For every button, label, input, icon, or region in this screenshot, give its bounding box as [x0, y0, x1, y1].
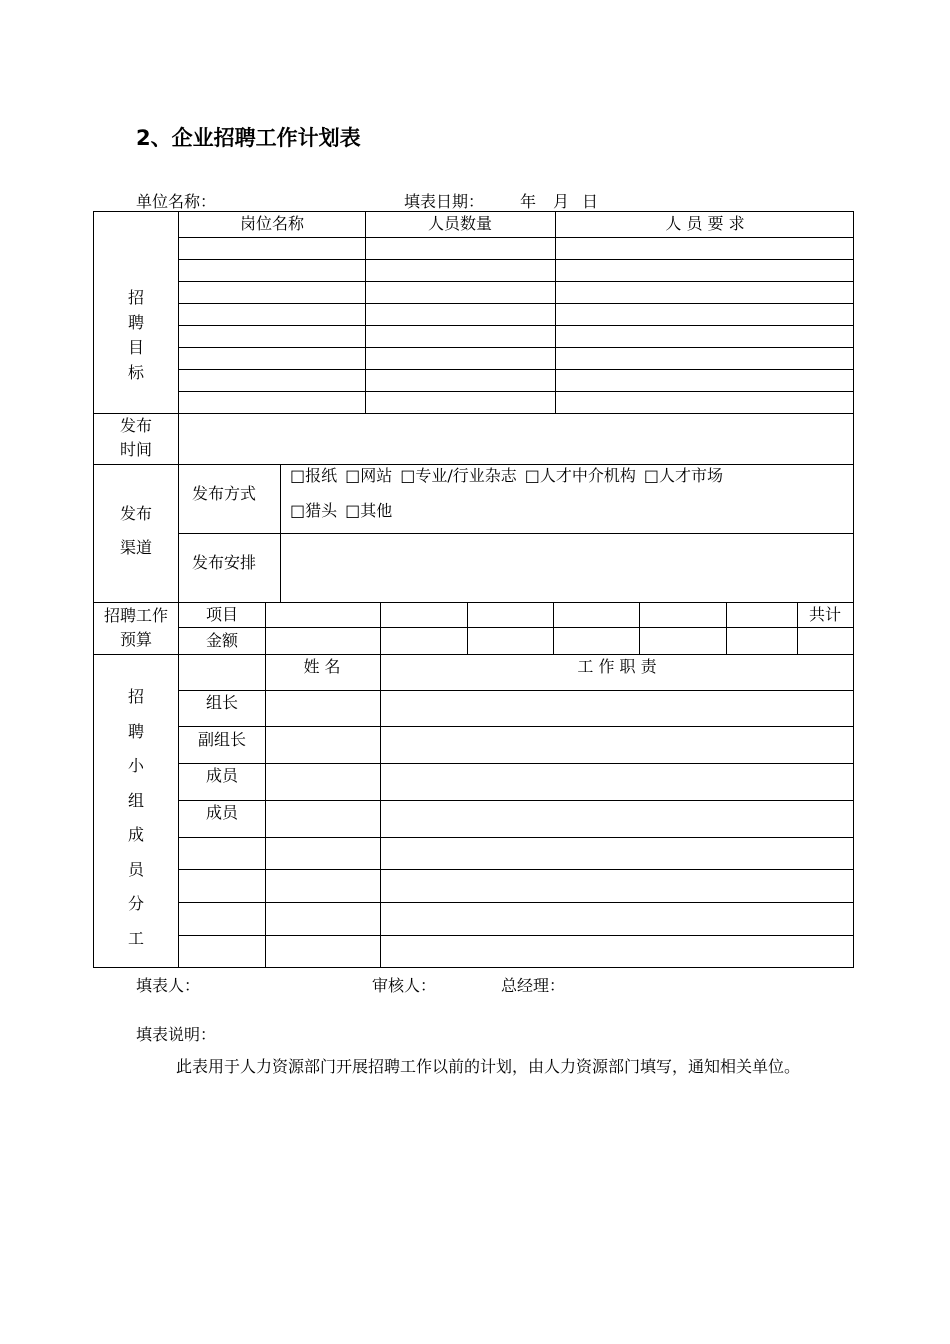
filler-label: 填表人： — [136, 976, 201, 995]
publish-method-options-line1 — [290, 468, 731, 484]
unit-name-label: 单位名称： — [136, 192, 217, 211]
option-website[interactable]: □网站 — [345, 466, 393, 485]
notes-heading: 填表说明： — [136, 1025, 217, 1044]
notes-body: 此表用于人力资源部门开展招聘工作以前的计划，由人力资源部门填写，通知相关单位。 — [176, 1057, 801, 1076]
option-newspaper[interactable]: □报纸 — [290, 466, 338, 485]
general-manager-label: 总经理： — [501, 976, 566, 995]
header-requirements: 人 员 要 求 — [665, 214, 745, 233]
publish-channel-label: 发布渠道 — [119, 504, 152, 557]
role-leader: 组长 — [205, 693, 239, 712]
reviewer-label: 审核人： — [372, 976, 437, 995]
recruit-target-label: 招聘目标 — [127, 288, 144, 382]
budget-total-label: 共计 — [808, 605, 842, 624]
table-border — [94, 212, 854, 968]
team-duty-header: 工 作 职 责 — [577, 657, 657, 676]
option-trade-magazine[interactable]: □专业/行业杂志 — [400, 466, 517, 485]
role-deputy-leader: 副组长 — [197, 730, 247, 749]
budget-item-label: 项目 — [205, 605, 239, 624]
page-title: 2、企业招聘工作计划表 — [136, 126, 361, 150]
day-label: 日 — [582, 192, 599, 211]
fill-date-label: 填表日期： — [404, 192, 485, 211]
option-other[interactable]: □其他 — [345, 501, 393, 520]
publish-time-label: 发布时间 — [119, 416, 152, 459]
option-headhunter[interactable]: □猎头 — [290, 501, 338, 520]
header-headcount: 人员数量 — [427, 214, 493, 233]
publish-method-label: 发布方式 — [192, 484, 257, 503]
publish-arrangement-label: 发布安排 — [192, 553, 257, 572]
option-talent-agency[interactable]: □人才中介机构 — [524, 466, 636, 485]
recruit-team-label: 招聘小组成员分工 — [127, 687, 144, 948]
role-member-1: 成员 — [205, 766, 239, 785]
header-position-name: 岗位名称 — [239, 214, 305, 233]
option-talent-market[interactable]: □人才市场 — [643, 466, 724, 485]
year-label: 年 — [520, 192, 537, 211]
role-member-2: 成员 — [205, 803, 239, 822]
budget-label: 招聘工作预算 — [104, 606, 169, 649]
publish-method-options-line2 — [290, 503, 400, 519]
month-label: 月 — [553, 192, 570, 211]
budget-amount-label: 金额 — [205, 631, 239, 650]
team-name-header: 姓 名 — [303, 657, 341, 676]
